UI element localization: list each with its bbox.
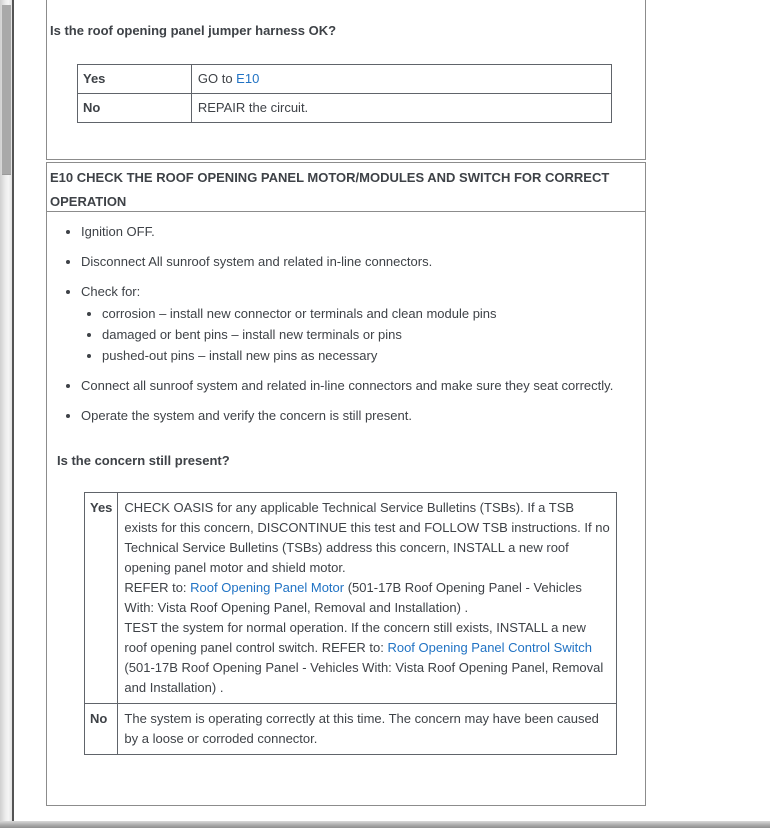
procedure-content [46,0,646,806]
step-text: Check for: [81,284,141,299]
procedure-reference-link[interactable]: E10 [236,71,260,86]
list-item [81,222,637,242]
procedure-reference-link[interactable]: Roof Opening Panel Control Switch [387,640,592,655]
text-segment: REPAIR the circuit. [197,100,309,115]
text-segment: TEST the system for normal operation. If the concern still exists, INSTALL a new roof opening panel control switch. REFER to: [124,620,586,655]
table-row-no [78,94,612,123]
substep-text: damaged or bent pins – install new terminals or pins [102,327,402,342]
table-row-no [85,704,617,755]
table-row-yes [85,493,617,704]
text-segment: CHECK OASIS for any applicable Technical Service Bulletins (TSBs). If a TSB exists for this concern, DISCONTINUE this test and FOLLOW TSB instructions. If no Technical Service Bulletins (TSBs) address this concern, INSTALL a new roof opening panel motor and shield motor. [124,500,610,575]
procedure-reference-link[interactable]: Roof Opening Panel Motor [190,580,345,595]
list-item [81,282,637,366]
check-for-sublist [81,303,637,366]
question-concern-present: Is the concern still present? [57,453,230,468]
vertical-scrollbar-thumb[interactable] [2,5,11,175]
pane-edge-divider [12,0,14,823]
step-text: Connect all sunroof system and related in-line connectors and make sure they seat correctly. [81,378,614,393]
step-box-previous [46,0,646,160]
list-item [81,376,637,396]
substep-text: pushed-out pins – install new pins as necessary [102,348,378,363]
step-e10-body [46,212,646,806]
list-item [102,345,637,366]
list-item [102,303,637,324]
procedure-steps-list [57,222,637,426]
text-segment: The system is operating correctly at this time. The concern may have been caused by a loose or corroded connector. [124,711,599,746]
step-text: Disconnect All sunroof system and related in-line connectors. [81,254,433,269]
answer-label-yes: Yes [78,65,192,94]
text-segment: REFER to: [124,580,191,595]
text-segment: (501-17B Roof Opening Panel - Vehicles With: Vista Roof Opening Panel, Removal and Installation) . [124,660,604,695]
vertical-scrollbar-track[interactable] [0,0,12,822]
step-text: Ignition OFF. [81,224,155,239]
list-item [81,252,637,272]
text-segment: (501-17B Roof Opening Panel - Vehicles With: Vista Roof Opening Panel, Removal and Installation) . [124,580,582,615]
step-text: Operate the system and verify the concern is still present. [81,408,412,423]
answer-label-yes: Yes [85,493,118,704]
answer-text-yes [191,65,611,94]
answer-label-no: No [85,704,118,755]
substep-text: corrosion – install new connector or terminals and clean module pins [102,306,497,321]
answer-table-previous [77,64,612,123]
answer-text-no [118,704,617,755]
answer-table-e10 [84,492,617,755]
table-row-yes [78,65,612,94]
answer-label-no: No [78,94,192,123]
bottom-edge-bar [0,821,770,828]
answer-text-yes [118,493,617,704]
text-segment: GO to [197,71,237,86]
step-e10-header: E10 CHECK THE ROOF OPENING PANEL MOTOR/MODULES AND SWITCH FOR CORRECT OPERATION [46,162,646,212]
list-item [81,406,637,426]
question-jumper-harness: Is the roof opening panel jumper harness OK? [50,23,337,38]
answer-text-no [191,94,611,123]
list-item [102,324,637,345]
